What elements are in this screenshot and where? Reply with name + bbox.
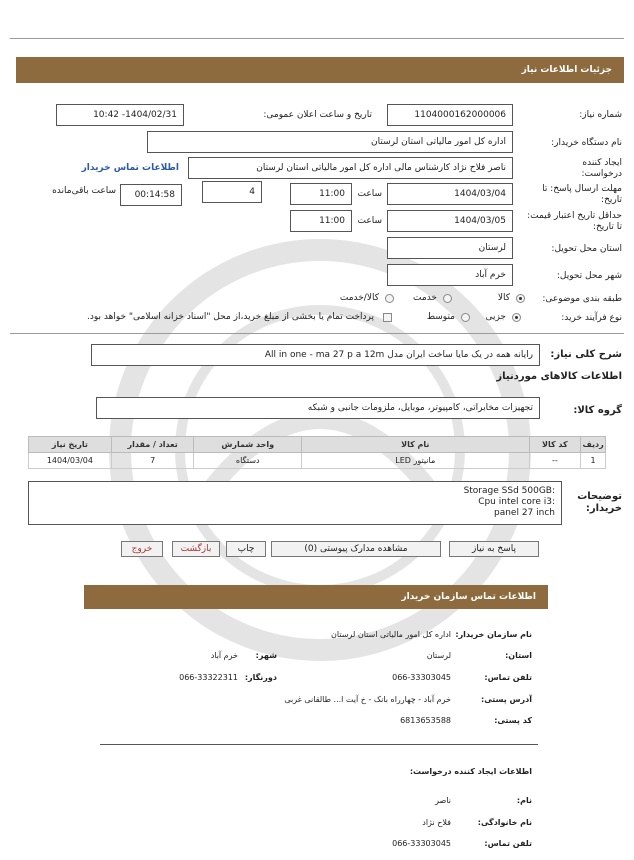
creator-last-name-value: فلاح نژاد bbox=[422, 818, 451, 827]
cell-item-name: مانیتور LED bbox=[302, 453, 529, 469]
creator-label: ایجاد کننده درخواست: bbox=[581, 158, 622, 179]
page-title: جزئیات اطلاعات نیاز bbox=[521, 65, 612, 75]
contact-org-label: نام سازمان خریدار: bbox=[455, 630, 532, 639]
col-item-name: نام کالا bbox=[302, 437, 529, 453]
goods-group-field: تجهیزات مخابراتی، کامپیوتر، موبایل، ملزومات جانبی و شبکه bbox=[96, 397, 540, 419]
process-medium-label: متوسط bbox=[426, 312, 455, 322]
process-label: نوع فرآیند خرید: bbox=[561, 313, 622, 323]
print-button[interactable]: چاپ bbox=[226, 541, 266, 557]
category-goods-radio[interactable] bbox=[516, 294, 525, 303]
category-goods-label: کالا bbox=[497, 293, 510, 303]
col-unit: واحد شمارش bbox=[194, 437, 302, 453]
contact-city-label: شهر: bbox=[255, 651, 277, 660]
cell-row-number: 1 bbox=[581, 453, 606, 469]
buyer-name-field: اداره کل امور مالیاتی استان لرستان bbox=[147, 131, 513, 153]
contact-city-value: خرم آباد bbox=[210, 651, 238, 660]
buyer-notes-line: Storage SSd 500GB: bbox=[463, 486, 555, 496]
creator-last-name-label: نام خانوادگی: bbox=[477, 818, 532, 827]
deadline-date-field: 1404/03/04 bbox=[387, 183, 513, 205]
contact-phone-value: 066-33303045 bbox=[392, 673, 451, 682]
contact-address-value: خرم آباد - چهارراه بانک - خ آیت ا... طالقانی غربی bbox=[284, 695, 451, 704]
summary-label: شرح کلی نیاز: bbox=[550, 349, 622, 360]
col-quantity: تعداد / مقدار bbox=[111, 437, 194, 453]
city-field: خرم آباد bbox=[387, 264, 513, 286]
buyer-notes-line: Cpu intel core i3: bbox=[478, 497, 555, 507]
need-number-label: شماره نیاز: bbox=[579, 110, 622, 120]
creator-phone-label: تلفن تماس: bbox=[484, 839, 532, 848]
province-label: استان محل تحویل: bbox=[551, 244, 622, 254]
process-minor-label: جزیی bbox=[485, 312, 506, 322]
remaining-label: ساعت باقی‌مانده bbox=[52, 186, 116, 196]
treasury-checkbox[interactable] bbox=[383, 313, 392, 322]
payment-note: پرداخت تمام یا بخشی از مبلغ خرید،از محل "اسناد خزانه اسلامی" خواهد بود. bbox=[86, 312, 374, 322]
buyer-notes-line: panel 27 inch bbox=[493, 508, 555, 518]
table-row bbox=[29, 453, 606, 469]
exit-button[interactable]: خروج bbox=[121, 541, 163, 557]
category-both-radio[interactable] bbox=[385, 294, 394, 303]
reply-button[interactable]: پاسخ به نیاز bbox=[449, 541, 539, 557]
city-label: شهر محل تحویل: bbox=[556, 271, 622, 281]
contact-address-label: آدرس پستی: bbox=[481, 695, 532, 704]
attachments-button[interactable]: مشاهده مدارک پیوستی (0) bbox=[271, 541, 441, 557]
contact-phone-label: تلفن تماس: bbox=[484, 673, 532, 682]
validity-label: حداقل تاریخ اعتبار قیمت: تا تاریخ: bbox=[527, 211, 622, 232]
cell-need-date: 1404/03/04 bbox=[29, 453, 112, 469]
deadline-time-field: 11:00 bbox=[290, 183, 352, 205]
province-field: لرستان bbox=[387, 237, 513, 259]
category-service-label: خدمت bbox=[413, 293, 437, 303]
buyer-name-label: نام دستگاه خریدار: bbox=[551, 138, 622, 148]
creator-first-name-value: ناصر bbox=[435, 796, 451, 805]
contact-fax-value: 066-33322311 bbox=[179, 673, 238, 682]
col-item-code: کد کالا bbox=[529, 437, 581, 453]
back-button[interactable]: بازگشت bbox=[172, 541, 220, 557]
need-number-field: 1104000162000006 bbox=[387, 104, 513, 126]
buyer-notes-label: توضیحات خریدار: bbox=[577, 491, 622, 514]
contact-postal-label: کد پستی: bbox=[494, 716, 532, 725]
category-service-radio[interactable] bbox=[443, 294, 452, 303]
days-field: 4 bbox=[202, 181, 262, 203]
cell-item-code: -- bbox=[529, 453, 581, 469]
validity-time-label: ساعت bbox=[357, 216, 382, 226]
contact-section-banner bbox=[84, 585, 548, 609]
contact-province-label: استان: bbox=[505, 651, 532, 660]
announce-datetime-label: تاریخ و ساعت اعلان عمومی: bbox=[263, 110, 372, 120]
creator-section-title: اطلاعات ایجاد کننده درخواست: bbox=[409, 767, 532, 776]
items-table bbox=[28, 436, 606, 469]
process-minor-radio[interactable] bbox=[512, 313, 521, 322]
category-both-label: کالا/خدمت bbox=[339, 293, 379, 303]
col-need-date: تاریخ نیاز bbox=[29, 437, 112, 453]
summary-field: رایانه همه در یک مایا ساخت ایران مدل All in one - ma 27 p a 12m bbox=[91, 344, 540, 366]
category-label: طبقه بندی موضوعی: bbox=[542, 294, 622, 304]
contact-section-title: اطلاعات تماس سازمان خریدار bbox=[401, 592, 536, 602]
deadline-label: مهلت ارسال پاسخ: تا تاریخ: bbox=[542, 184, 622, 205]
creator-phone-value: 066-33303045 bbox=[392, 839, 451, 848]
remaining-field: 00:14:58 bbox=[120, 184, 182, 206]
cell-quantity: 7 bbox=[111, 453, 194, 469]
creator-field: ناصر فلاح نژاد کارشناس مالی اداره کل امور مالیاتی استان لرستان bbox=[188, 157, 513, 179]
buyer-contact-link[interactable]: اطلاعات تماس خریدار bbox=[81, 163, 179, 173]
deadline-time-label: ساعت bbox=[357, 189, 382, 199]
col-row-number: ردیف bbox=[581, 437, 606, 453]
goods-section-title: اطلاعات کالاهای موردنیاز bbox=[496, 371, 622, 382]
buyer-notes-field bbox=[28, 481, 562, 525]
cell-unit: دستگاه bbox=[194, 453, 302, 469]
table-header-row bbox=[29, 437, 606, 453]
process-medium-radio[interactable] bbox=[461, 313, 470, 322]
announce-datetime-field: 1404/02/31- 10:42 bbox=[56, 104, 184, 126]
contact-province-value: لرستان bbox=[426, 651, 451, 660]
creator-first-name-label: نام: bbox=[516, 796, 532, 805]
validity-date-field: 1404/03/05 bbox=[387, 210, 513, 232]
page-title-banner bbox=[16, 57, 624, 83]
goods-group-label: گروه کالا: bbox=[573, 405, 622, 416]
contact-postal-value: 6813653588 bbox=[400, 716, 451, 725]
validity-time-field: 11:00 bbox=[290, 210, 352, 232]
contact-fax-label: دورنگار: bbox=[244, 673, 277, 682]
contact-org-value: اداره کل امور مالیاتی استان لرستان bbox=[331, 630, 451, 639]
